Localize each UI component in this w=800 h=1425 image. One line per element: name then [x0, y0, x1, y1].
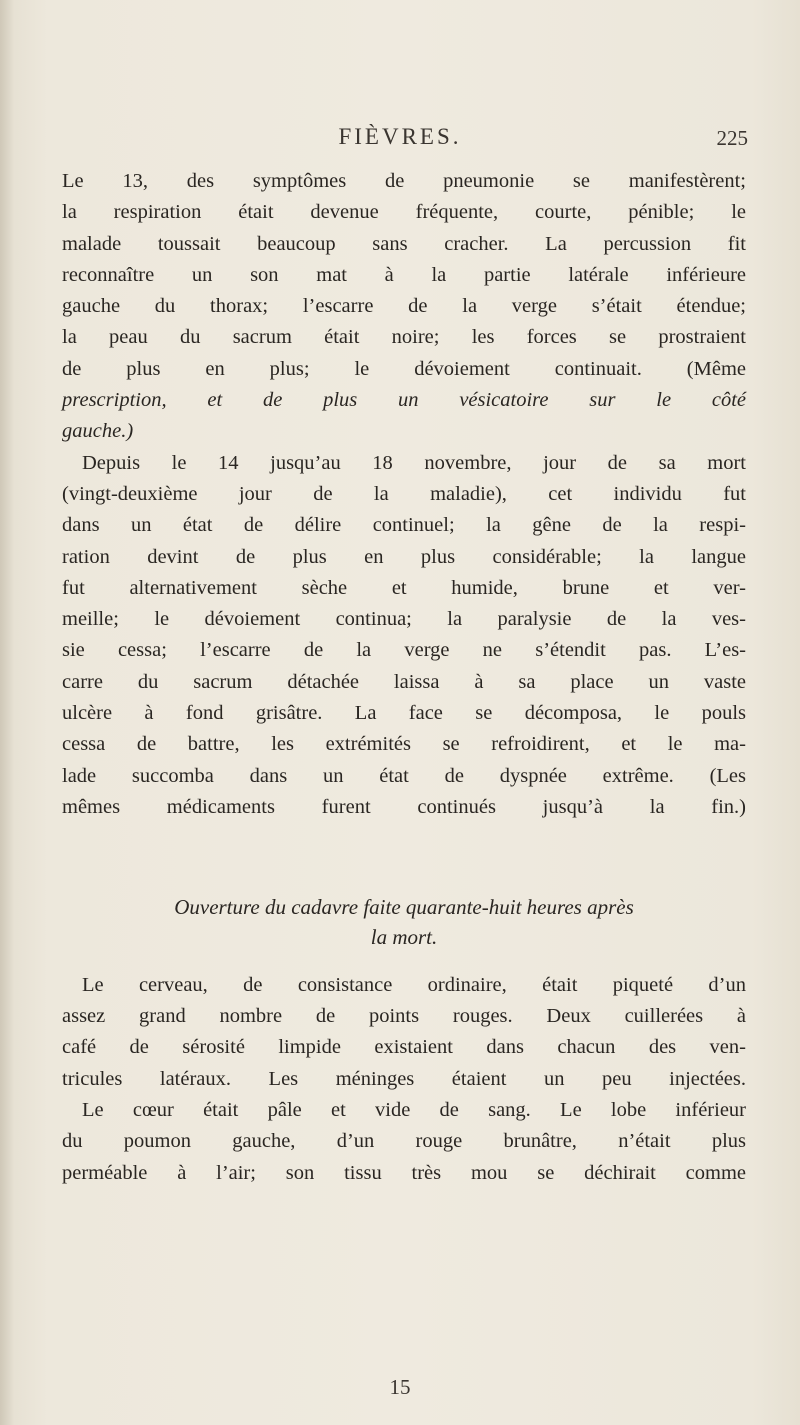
- body-text: [62, 166, 746, 1189]
- page-number: 225: [716, 126, 748, 150]
- text-line: cessa de battre, les extrémités se refroidirent, et le ma-: [62, 733, 746, 756]
- text-line: malade toussait beaucoup sans cracher. La percussion fit: [62, 232, 746, 255]
- running-title: FIÈVRES.: [338, 124, 462, 149]
- text-line-italic: gauche.): [62, 420, 134, 443]
- section-heading: [62, 892, 746, 952]
- text-line: Le 13, des symptômes de pneumonie se manifestèrent;: [62, 170, 746, 192]
- text-line-italic: [62, 855, 746, 886]
- text-line: Depuis le 14 jusqu’au 18 novembre, jour de sa mort: [82, 451, 746, 474]
- text-line: mêmes médicaments furent continués jusqu’à la fin.): [62, 795, 746, 818]
- text-line: ulcère à fond grisâtre. La face se décomposa, le pouls: [62, 702, 746, 725]
- text-line: gauche du thorax; l’escarre de la verge s’était étendue;: [62, 295, 746, 318]
- text-line: reconnaître un son mat à la partie latérale inférieure: [62, 263, 746, 286]
- page-gutter: [0, 0, 14, 1425]
- section-heading-line: Ouverture du cadavre faite quarante-huit heures après: [174, 894, 634, 919]
- text-line: la respiration était devenue fréquente, courte, pénible; le: [62, 201, 746, 224]
- text-line: (vingt-deuxième jour de la maladie), cet individu fut: [62, 482, 746, 505]
- spacer: [62, 962, 746, 970]
- text-line: Le cerveau, de consistance ordinaire, était piqueté d’un: [82, 973, 746, 996]
- text-line: du poumon gauche, d’un rouge brunâtre, n’était plus: [62, 1130, 746, 1153]
- page-header: [0, 124, 800, 160]
- text-line: la peau du sacrum était noire; les forces se prostraient: [62, 326, 746, 349]
- text-line: fut alternativement sèche et humide, brune et ver-: [62, 576, 746, 599]
- signature-mark: 15: [389, 1375, 411, 1399]
- text-line: dans un état de délire continuel; la gêne de la respi-: [62, 514, 746, 537]
- text-line: assez grand nombre de points rouges. Deux cuillerées à: [62, 1005, 746, 1028]
- section-heading-line: la mort.: [370, 924, 438, 949]
- text-line: sie cessa; l’escarre de la verge ne s’étendit pas. L’es-: [62, 639, 746, 662]
- text-line: Le cœur était pâle et vide de sang. Le lobe inférieur: [82, 1099, 746, 1122]
- text-line: [62, 823, 746, 854]
- text-line: lade succomba dans un état de dyspnée extrême. (Les: [62, 764, 746, 787]
- text-line: carre du sacrum détachée laissa à sa place un vaste: [62, 670, 746, 693]
- text-line: de plus en plus; le dévoiement continuait. (Même: [62, 357, 746, 380]
- text-line-italic: prescription, et de plus un vésicatoire sur le côté: [62, 389, 746, 412]
- text-line: perméable à l’air; son tissu très mou se déchirait comme: [62, 1161, 746, 1184]
- text-line: ration devint de plus en plus considérable; la langue: [62, 545, 746, 568]
- text-line: tricules latéraux. Les méninges étaient un peu injectées.: [62, 1067, 746, 1090]
- text-line: café de sérosité limpide existaient dans chacun des ven-: [62, 1036, 746, 1059]
- text-line: meille; le dévoiement continua; la paralysie de la ves-: [62, 608, 746, 631]
